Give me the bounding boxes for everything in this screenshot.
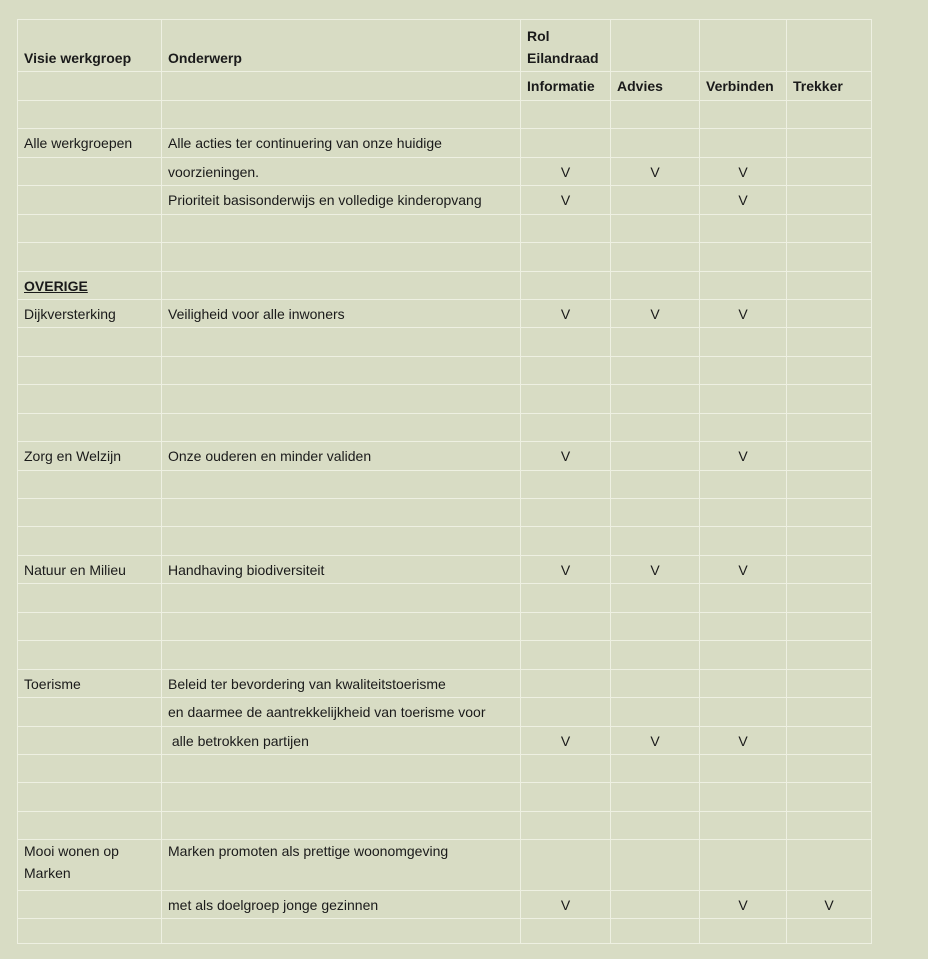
informatie-mark: V <box>521 556 611 584</box>
verbinden-mark <box>700 783 787 812</box>
table-row <box>18 272 872 300</box>
table-row <box>18 840 872 891</box>
trekker-mark <box>787 919 872 944</box>
advies-mark: V <box>611 556 700 584</box>
topic-cell <box>162 919 521 944</box>
informatie-mark <box>521 613 611 641</box>
verbinden-mark <box>700 272 787 300</box>
informatie-mark <box>521 499 611 527</box>
group-cell <box>18 101 162 129</box>
advies-mark <box>611 101 700 129</box>
trekker-mark <box>787 641 872 670</box>
trekker-mark <box>787 243 872 272</box>
topic-cell <box>162 272 521 300</box>
trekker-mark <box>787 840 872 891</box>
group-cell <box>18 471 162 499</box>
informatie-mark <box>521 243 611 272</box>
informatie-mark <box>521 101 611 129</box>
verbinden-mark <box>700 670 787 698</box>
table-row <box>18 499 872 527</box>
topic-cell: Veiligheid voor alle inwoners <box>162 300 521 328</box>
advies-mark <box>611 783 700 812</box>
group-cell: Dijkversterking <box>18 300 162 328</box>
informatie-mark <box>521 584 611 613</box>
topic-cell <box>162 755 521 783</box>
verbinden-mark <box>700 584 787 613</box>
trekker-mark <box>787 357 872 385</box>
trekker-mark <box>787 442 872 471</box>
advies-mark <box>611 215 700 243</box>
advies-mark: V <box>611 300 700 328</box>
verbinden-mark <box>700 527 787 556</box>
group-cell <box>18 414 162 442</box>
table-row <box>18 414 872 442</box>
advies-mark <box>611 840 700 891</box>
advies-mark <box>611 471 700 499</box>
verbinden-mark: V <box>700 442 787 471</box>
topic-cell <box>162 215 521 243</box>
trekker-mark <box>787 613 872 641</box>
table-row <box>18 613 872 641</box>
table-row <box>18 919 872 944</box>
group-cell <box>18 613 162 641</box>
trekker-mark <box>787 101 872 129</box>
informatie-mark: V <box>521 186 611 215</box>
topic-cell: Marken promoten als prettige woonomgeving <box>162 840 521 891</box>
topic-cell <box>162 499 521 527</box>
trekker-mark <box>787 385 872 414</box>
topic-cell: met als doelgroep jonge gezinnen <box>162 891 521 919</box>
advies-mark <box>611 891 700 919</box>
informatie-mark: V <box>521 442 611 471</box>
advies-mark <box>611 755 700 783</box>
table-row <box>18 670 872 698</box>
verbinden-mark: V <box>700 891 787 919</box>
trekker-mark <box>787 812 872 840</box>
verbinden-mark: V <box>700 556 787 584</box>
group-cell: Natuur en Milieu <box>18 556 162 584</box>
advies-mark <box>611 584 700 613</box>
topic-cell <box>162 414 521 442</box>
informatie-mark <box>521 328 611 357</box>
group-cell: Alle werkgroepen <box>18 129 162 158</box>
topic-cell <box>162 527 521 556</box>
advies-mark <box>611 385 700 414</box>
verbinden-mark <box>700 101 787 129</box>
advies-mark <box>611 641 700 670</box>
informatie-mark: V <box>521 158 611 186</box>
advies-mark <box>611 698 700 727</box>
trekker-mark <box>787 186 872 215</box>
trekker-mark <box>787 556 872 584</box>
table-row <box>18 471 872 499</box>
topic-cell: en daarmee de aantrekkelijkheid van toerisme voor <box>162 698 521 727</box>
advies-mark <box>611 919 700 944</box>
informatie-mark <box>521 414 611 442</box>
group-cell <box>18 755 162 783</box>
table-container <box>17 19 872 944</box>
header-rol: Rol <box>527 28 550 44</box>
header-verbinden: Verbinden <box>700 72 787 101</box>
group-cell: Toerisme <box>18 670 162 698</box>
trekker-mark <box>787 783 872 812</box>
group-cell <box>18 499 162 527</box>
group-cell <box>18 186 162 215</box>
informatie-mark: V <box>521 727 611 755</box>
header-rol-eilandraad <box>521 20 611 72</box>
group-cell <box>18 584 162 613</box>
verbinden-mark <box>700 919 787 944</box>
group-cell <box>18 158 162 186</box>
table-row <box>18 158 872 186</box>
topic-cell <box>162 243 521 272</box>
table-row <box>18 812 872 840</box>
verbinden-mark <box>700 414 787 442</box>
table-row <box>18 300 872 328</box>
verbinden-mark: V <box>700 158 787 186</box>
informatie-mark <box>521 527 611 556</box>
topic-cell <box>162 584 521 613</box>
topic-cell: Beleid ter bevordering van kwaliteitstoerisme <box>162 670 521 698</box>
table-row <box>18 641 872 670</box>
group-cell: Mooi wonen op Marken <box>18 840 162 891</box>
topic-cell: alle betrokken partijen <box>162 727 521 755</box>
group-cell <box>18 812 162 840</box>
advies-mark <box>611 812 700 840</box>
topic-cell: voorzieningen. <box>162 158 521 186</box>
topic-cell: Alle acties ter continuering van onze huidige <box>162 129 521 158</box>
verbinden-mark <box>700 641 787 670</box>
header-advies: Advies <box>611 72 700 101</box>
trekker-mark <box>787 584 872 613</box>
group-cell <box>18 328 162 357</box>
trekker-mark: V <box>787 891 872 919</box>
trekker-mark <box>787 727 872 755</box>
informatie-mark <box>521 783 611 812</box>
header-row-2 <box>18 72 872 101</box>
trekker-mark <box>787 215 872 243</box>
table-row <box>18 584 872 613</box>
header-row-1 <box>18 20 872 72</box>
advies-mark: V <box>611 158 700 186</box>
advies-mark <box>611 442 700 471</box>
trekker-mark <box>787 499 872 527</box>
verbinden-mark <box>700 812 787 840</box>
verbinden-mark: V <box>700 300 787 328</box>
header-empty-cell <box>162 72 521 101</box>
advies-mark <box>611 414 700 442</box>
advies-mark <box>611 670 700 698</box>
group-cell <box>18 783 162 812</box>
informatie-mark <box>521 215 611 243</box>
table-row <box>18 783 872 812</box>
advies-mark <box>611 186 700 215</box>
verbinden-mark <box>700 755 787 783</box>
topic-cell <box>162 385 521 414</box>
advies-mark <box>611 613 700 641</box>
group-cell <box>18 357 162 385</box>
informatie-mark <box>521 840 611 891</box>
verbinden-mark: V <box>700 727 787 755</box>
advies-mark: V <box>611 727 700 755</box>
group-cell <box>18 919 162 944</box>
informatie-mark <box>521 755 611 783</box>
verbinden-mark <box>700 471 787 499</box>
verbinden-mark <box>700 328 787 357</box>
trekker-mark <box>787 328 872 357</box>
informatie-mark <box>521 812 611 840</box>
table-row <box>18 243 872 272</box>
advies-mark <box>611 328 700 357</box>
group-cell <box>18 385 162 414</box>
table-row <box>18 328 872 357</box>
header-empty-cell <box>700 20 787 72</box>
header-eilandraad: Eilandraad <box>527 50 599 66</box>
trekker-mark <box>787 698 872 727</box>
group-cell <box>18 527 162 556</box>
group-cell <box>18 641 162 670</box>
header-trekker: Trekker <box>787 72 872 101</box>
trekker-mark <box>787 755 872 783</box>
trekker-mark <box>787 414 872 442</box>
topic-cell <box>162 357 521 385</box>
trekker-mark <box>787 471 872 499</box>
topic-cell <box>162 783 521 812</box>
topic-cell <box>162 471 521 499</box>
informatie-mark: V <box>521 300 611 328</box>
header-informatie: Informatie <box>521 72 611 101</box>
table-row <box>18 755 872 783</box>
informatie-mark <box>521 670 611 698</box>
table-row <box>18 357 872 385</box>
topic-cell: Handhaving biodiversiteit <box>162 556 521 584</box>
verbinden-mark <box>700 385 787 414</box>
table-row <box>18 527 872 556</box>
role-table <box>17 19 872 944</box>
verbinden-mark <box>700 129 787 158</box>
topic-cell <box>162 812 521 840</box>
verbinden-mark <box>700 499 787 527</box>
trekker-mark <box>787 129 872 158</box>
header-visie-werkgroep: Visie werkgroep <box>18 20 162 72</box>
topic-cell <box>162 641 521 670</box>
advies-mark <box>611 272 700 300</box>
verbinden-mark <box>700 215 787 243</box>
group-cell: OVERIGE <box>18 272 162 300</box>
trekker-mark <box>787 527 872 556</box>
advies-mark <box>611 499 700 527</box>
trekker-mark <box>787 300 872 328</box>
table-row <box>18 186 872 215</box>
informatie-mark <box>521 471 611 499</box>
table-row <box>18 556 872 584</box>
informatie-mark: V <box>521 891 611 919</box>
verbinden-mark <box>700 243 787 272</box>
group-cell <box>18 215 162 243</box>
table-row <box>18 385 872 414</box>
informatie-mark <box>521 129 611 158</box>
group-cell <box>18 727 162 755</box>
group-cell <box>18 891 162 919</box>
topic-cell: Onze ouderen en minder validen <box>162 442 521 471</box>
informatie-mark <box>521 272 611 300</box>
table-row <box>18 101 872 129</box>
trekker-mark <box>787 272 872 300</box>
advies-mark <box>611 243 700 272</box>
group-cell <box>18 698 162 727</box>
verbinden-mark <box>700 613 787 641</box>
header-empty-cell <box>611 20 700 72</box>
group-cell: Zorg en Welzijn <box>18 442 162 471</box>
table-row <box>18 891 872 919</box>
informatie-mark <box>521 698 611 727</box>
topic-cell <box>162 328 521 357</box>
verbinden-mark <box>700 357 787 385</box>
verbinden-mark <box>700 698 787 727</box>
trekker-mark <box>787 670 872 698</box>
informatie-mark <box>521 919 611 944</box>
group-cell <box>18 243 162 272</box>
header-empty-cell <box>787 20 872 72</box>
table-row <box>18 215 872 243</box>
advies-mark <box>611 527 700 556</box>
topic-cell: Prioriteit basisonderwijs en volledige kinderopvang <box>162 186 521 215</box>
verbinden-mark <box>700 840 787 891</box>
advies-mark <box>611 129 700 158</box>
topic-cell <box>162 101 521 129</box>
informatie-mark <box>521 641 611 670</box>
table-row <box>18 129 872 158</box>
table-body <box>18 101 872 944</box>
table-row <box>18 442 872 471</box>
verbinden-mark: V <box>700 186 787 215</box>
table-row <box>18 698 872 727</box>
trekker-mark <box>787 158 872 186</box>
informatie-mark <box>521 357 611 385</box>
informatie-mark <box>521 385 611 414</box>
header-onderwerp: Onderwerp <box>162 20 521 72</box>
header-empty-cell <box>18 72 162 101</box>
advies-mark <box>611 357 700 385</box>
topic-cell <box>162 613 521 641</box>
table-row <box>18 727 872 755</box>
